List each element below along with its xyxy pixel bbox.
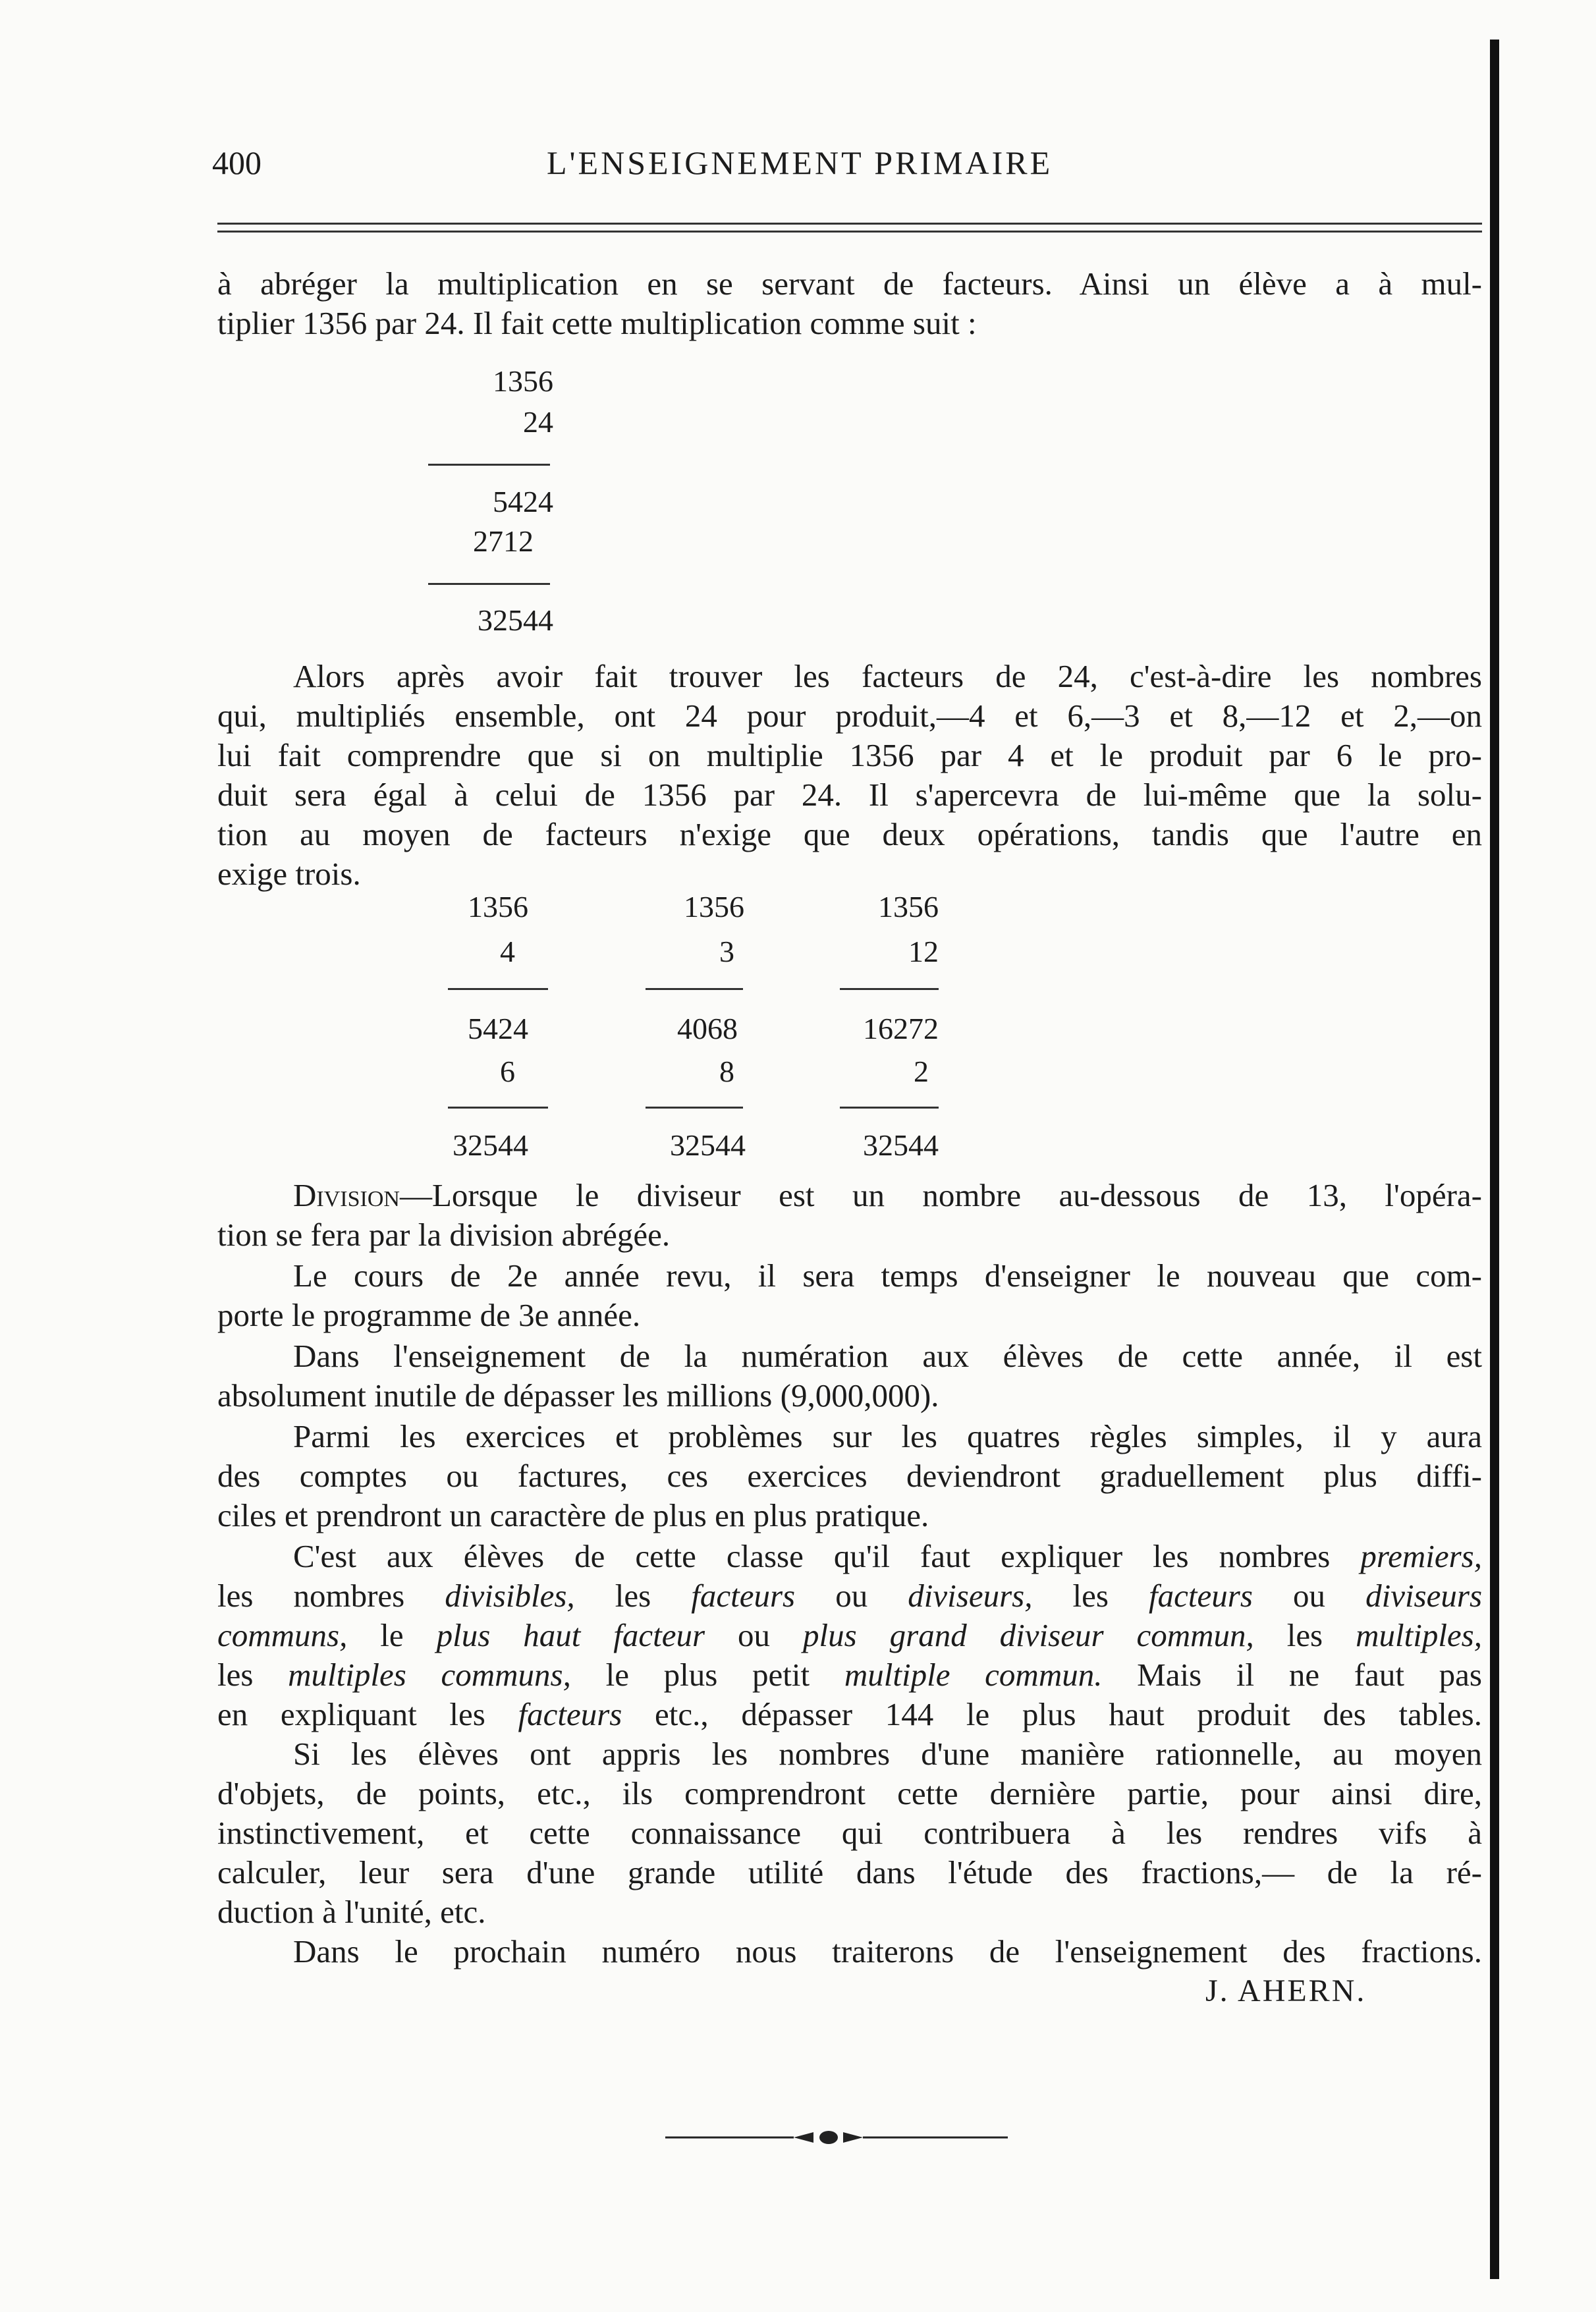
ornament-divider	[665, 2128, 1008, 2147]
calc-rule	[428, 464, 550, 466]
calc-rule	[646, 988, 743, 990]
header-rule	[217, 223, 1482, 225]
text-line: C'est aux élèves de cette classe qu'il faut expliquer les nombres premiers,	[293, 1538, 1482, 1574]
calc-number: 8	[719, 1055, 734, 1088]
text-line: Si les élèves ont appris les nombres d'une manière rationnelle, au moyen	[293, 1736, 1482, 1772]
calc-rule	[448, 988, 548, 990]
text-line: en expliquant les facteurs etc., dépasser 144 le plus haut produit des tables.	[217, 1696, 1482, 1732]
calc-number: 2712	[473, 524, 534, 558]
text-line: exige trois.	[217, 856, 361, 892]
calc-number: 1356	[878, 890, 939, 923]
text-line: calculer, leur sera d'une grande utilité dans l'étude des fractions,— de la ré-	[217, 1854, 1482, 1890]
text-line: porte le programme de 3e année.	[217, 1297, 641, 1333]
text-line: Alors après avoir fait trouver les facteurs de 24, c'est-à-dire les nombres	[293, 658, 1482, 694]
calc-number: 12	[908, 935, 939, 968]
calc-number: 1356	[684, 890, 744, 923]
calc-number: 2	[914, 1055, 929, 1088]
calc-number: 4068	[677, 1012, 738, 1045]
text-line: d'objets, de points, etc., ils comprendront cette dernière partie, pour ainsi dire,	[217, 1775, 1482, 1811]
header-rule	[217, 231, 1482, 233]
text-line: duit sera égal à celui de 1356 par 24. Il s'apercevra de lui-même que la solu-	[217, 777, 1482, 813]
text-line: à abréger la multiplication en se servant de facteurs. Ainsi un élève a à mul-	[217, 265, 1482, 302]
calc-number: 32544	[478, 603, 553, 637]
calc-number: 32544	[863, 1128, 939, 1162]
page-number: 400	[212, 144, 261, 181]
calc-rule	[646, 1107, 743, 1109]
calc-number: 4	[500, 935, 515, 968]
section-lead-division: Division	[293, 1177, 400, 1213]
calc-rule	[840, 1107, 939, 1109]
text-line: ciles et prendront un caractère de plus en plus pratique.	[217, 1497, 929, 1533]
text-line: Dans le prochain numéro nous traiterons de l'enseignement des fractions.	[293, 1933, 1482, 1969]
calc-number: 5424	[493, 485, 553, 518]
text-line: les multiples communs, le plus petit multiple commun. Mais il ne faut pas	[217, 1657, 1482, 1693]
calc-number: 24	[523, 405, 553, 439]
calc-number: 16272	[863, 1012, 939, 1045]
calc-number: 32544	[453, 1128, 528, 1162]
text-line: qui, multipliés ensemble, ont 24 pour produit,—4 et 6,—3 et 8,—12 et 2,—on	[217, 698, 1482, 734]
text-line: instinctivement, et cette connaissance qui contribuera à les rendres vifs à	[217, 1815, 1482, 1851]
calc-number: 32544	[670, 1128, 746, 1162]
calc-number: 3	[719, 935, 734, 968]
text-line: lui fait comprendre que si on multiplie 1356 par 4 et le produit par 6 le pro-	[217, 737, 1482, 773]
author-signature: J. AHERN.	[1205, 1973, 1367, 2008]
text-line: absolument inutile de dépasser les millions (9,000,000).	[217, 1377, 939, 1414]
text-line: tion se fera par la division abrégée.	[217, 1217, 671, 1253]
text-line: tion au moyen de facteurs n'exige que deux opérations, tandis que l'autre en	[217, 816, 1482, 852]
calc-number: 1356	[493, 364, 553, 398]
text-line: des comptes ou factures, ces exercices deviendront graduellement plus diffi-	[217, 1458, 1482, 1494]
calc-rule	[448, 1107, 548, 1109]
text-line: duction à l'unité, etc.	[217, 1894, 486, 1930]
calc-rule	[840, 988, 939, 990]
text-line: communs, le plus haut facteur ou plus grand diviseur commun, les multiples,	[217, 1617, 1483, 1653]
text-line: Division—Lorsque le diviseur est un nombre au-dessous de 13, l'opéra-	[293, 1177, 1482, 1213]
text-line: Dans l'enseignement de la numération aux élèves de cette année, il est	[293, 1338, 1482, 1374]
text-line: les nombres divisibles, les facteurs ou diviseurs, les facteurs ou diviseurs	[217, 1578, 1483, 1614]
calc-number: 1356	[468, 890, 528, 923]
text-line: Le cours de 2e année revu, il sera temps d'enseigner le nouveau que com-	[293, 1257, 1482, 1294]
text-line: tiplier 1356 par 24. Il fait cette multiplication comme suit :	[217, 305, 977, 341]
running-title: L'ENSEIGNEMENT PRIMAIRE	[547, 144, 1053, 181]
calc-number: 6	[500, 1055, 515, 1088]
book-spine-edge	[1490, 40, 1499, 2279]
calc-rule	[428, 583, 550, 585]
text-line: Parmi les exercices et problèmes sur les quatres règles simples, il y aura	[293, 1418, 1482, 1454]
calc-number: 5424	[468, 1012, 528, 1045]
